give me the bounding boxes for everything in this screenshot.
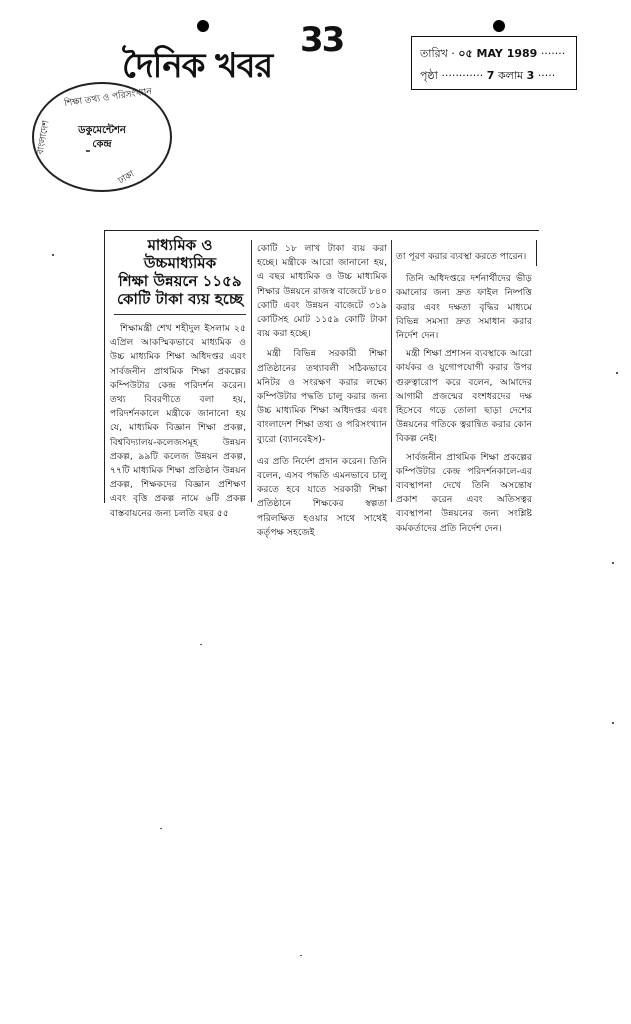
column1-paragraph-1: শিক্ষামন্ত্রী শেখ শহীদুল ইসলাম ২৫ এপ্রিল আকস্মিকভাবে মাধ্যমিক ও উচ্চ মাধ্যমিক শিক্ষা অধিদপ্তর এবং সার্বজনীন প্রাথমিক শিক্ষা প্রকল্পের কম্পিউটার কেন্দ্র পরিদর্শন করেন। তথ্য বিবরণীতে বলা হয়, পরিদর্শনকালে মন্ত্রীকে জানানো হয় যে, মাধ্যমিক বিজ্ঞান শিক্ষা প্রকল্প, বিশ্ববিদ্যালয়-কলেজসমূহ উন্নয়ন প্রকল্প, ৯৯টি কলেজ উন্নয়ন প্রকল্প, ৭৭টি মাধ্যমিক শিক্ষা প্রতিষ্ঠান উন্নয়ন প্রকল্প, শিক্ষকদের বিজ্ঞান প্রশিক্ষণ এবং বৃত্তি প্রকল্প নামে ৬টি প্রকল্প বাস্তবায়নের জন্য চলতি বছর ৫৫: [110, 323, 246, 519]
page-column-row: পৃষ্ঠা ············ 7 কলাম 3 ·····: [420, 69, 556, 82]
date-value: ০৫ MAY 1989: [458, 47, 538, 60]
column3-paragraph-3: মন্ত্রী শিক্ষা প্রশাসন ব্যবস্থাকে আরো কার্যকর ও যুগোপযোগী করার উপর গুরুত্বারোপ করে বলেন, আমাদের আগামী প্রজন্মের বংশধরদের দক্ষ হিসেবে গড়ে তোলা ছাড়া দেশের উন্নয়নের গতিকে ত্বরান্বিত করার কোন বিকল্প নেই।: [396, 348, 532, 445]
stamp-ring-bottom: ঢাকা: [116, 169, 137, 187]
column-divider-2: [391, 240, 392, 502]
punch-hole-right: [493, 20, 505, 32]
headline-rule: [114, 314, 246, 315]
stamp-ring-top: শিক্ষা তথ্য ও পরিসংখ্যান: [63, 86, 153, 110]
stamp-ring-left: বাংলাদেশ: [35, 119, 52, 156]
clipping-frame-right-edge: [536, 240, 537, 266]
column3-paragraph-4: সার্বজনীন প্রাথমিক শিক্ষা প্রকল্পের কম্পিউটার কেন্দ্র পরিদর্শনকালে-এর ব্যবস্থাপনা দেখে তিনি অসন্তোষ প্রকাশ করেন এবং অতিসত্বর ব্যবস্থাপনা উন্নয়নের জন্য সংশ্লিষ্ট কর্মকর্তাদের প্রতি নির্দেশ দেন।: [396, 451, 532, 534]
column-label: কলাম: [497, 69, 524, 82]
headline-line-3: শিক্ষা উন্নয়নে ১১৫৯: [118, 272, 242, 290]
punch-hole-left: [197, 20, 209, 32]
scan-speck: [612, 562, 614, 564]
column2-paragraph-2: মন্ত্রী বিভিন্ন সরকারী শিক্ষা প্রতিষ্ঠানের তথ্যাবলী সঠিকভাবে মনিটর ও সংরক্ষণ করার লক্ষ্যে কম্পিউটার পদ্ধতি চালু করার জন্য উচ্চ মাধ্যমিক শিক্ষা অধিদপ্তর এবং বাংলাদেশ শিক্ষা তথ্য ও পরিসংখ্যান ব্যুরো (ব্যানবেইস)-: [257, 348, 387, 445]
scan-speck: [86, 150, 90, 152]
scan-speck: [160, 828, 162, 829]
date-box: [411, 36, 577, 90]
column-divider-1: [251, 240, 252, 502]
page-label: পৃষ্ঠা: [420, 69, 438, 82]
page-number: 33: [300, 20, 344, 60]
stamp-center-line2: কেন্দ্র: [92, 139, 112, 150]
headline-line-4: কোটি টাকা ব্যয় হচ্ছে: [116, 290, 244, 308]
newspaper-masthead: দৈনিক খবর: [122, 46, 273, 86]
scan-speck: [616, 372, 618, 374]
stamp-center-line1: ডকুমেন্টেশন: [78, 125, 126, 136]
stamp-center: [60, 124, 144, 152]
date-label: তারিখ: [420, 47, 448, 60]
column3-paragraph-1: তা পূরণ করার ব্যবস্থা করতে পারেন।: [396, 251, 527, 262]
article-column-2: [257, 242, 387, 540]
page-value: 7: [486, 69, 495, 82]
scan-speck: [200, 644, 202, 645]
date-row: তারিখ · ০৫ MAY 1989 ·······: [420, 47, 566, 60]
column3-paragraph-2: তিনি অধিদপ্তরে দর্শনার্থীদের ভীড় কমানোর জন্য দ্রুত ফাইল নিষ্পত্তি করার এবং দক্ষতা বৃদ্ধির মাধ্যমে বিভিন্ন সমস্যা দ্রুত সমাধান করার নির্দেশ দেন।: [396, 273, 532, 342]
column2-paragraph-1: কোটি ১৮ লাখ টাকা ব্যয় করা হচ্ছে। মন্ত্রীকে আরো জানানো হয়, এ বছর মাধ্যমিক ও উচ্চ মাধ্যমিক শিক্ষার উন্নয়নে রাজস্ব বাজেটে ৮৪০ কোটি এবং উন্নয়ন বাজেটে ৩১৯ কোটিসহ মোট ১১৫৯ কোটি টাকা ব্যয় করা হচ্ছে।: [257, 243, 387, 340]
scan-speck: [52, 254, 54, 256]
article-headline: [114, 236, 246, 308]
documentation-stamp: [32, 82, 172, 192]
scan-speck: [300, 955, 302, 956]
article-column-1: [110, 322, 246, 521]
headline-line-1: মাধ্যমিক ও: [147, 236, 213, 254]
column-value: 3: [526, 69, 535, 82]
column2-paragraph-3: এর প্রতি নির্দেশ প্রদান করেন। তিনি বলেন, এসব পদ্ধতি এমনভাবে চালু করতে হবে যাতে সরকারী শিক্ষা প্রতিষ্ঠানে শিক্ষকের স্বল্পতা পরিলক্ষিত হওয়ার সাথে সাথেই কর্তৃপক্ষ সহজেই: [257, 455, 387, 538]
headline-line-2: উচ্চমাধ্যমিক: [143, 254, 217, 272]
article-column-3: [396, 250, 532, 536]
scan-speck: [612, 722, 614, 724]
